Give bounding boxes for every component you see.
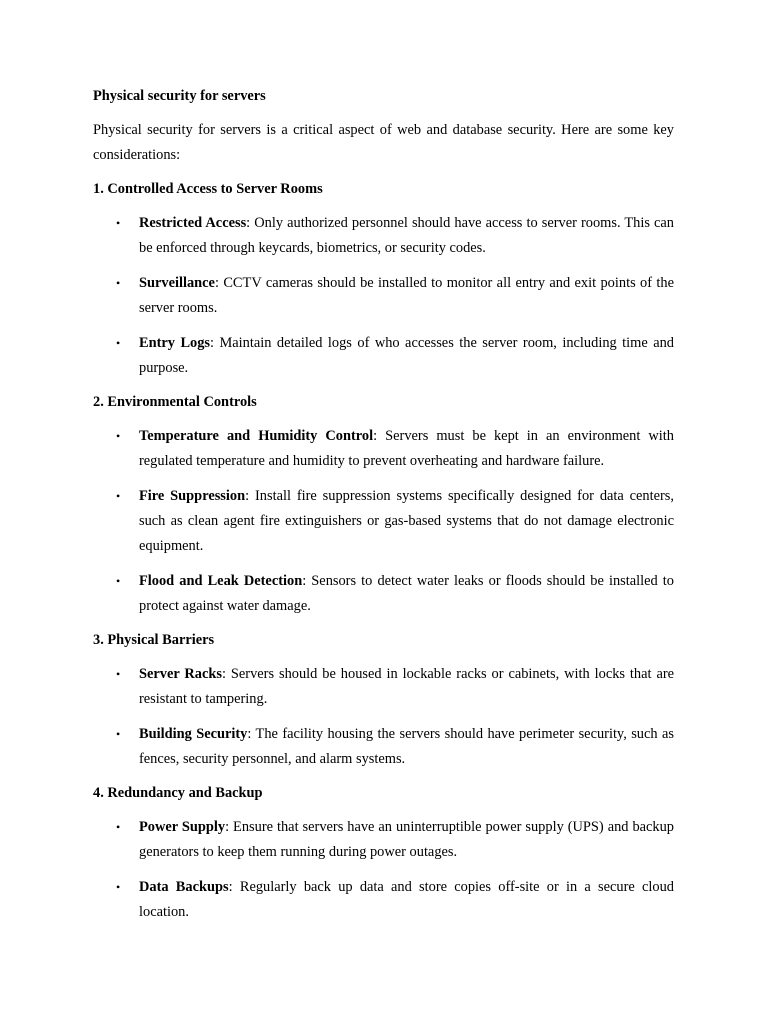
item-text: : Ensure that servers have an uninterruptible power supply (UPS) and backup generators to keep them running during power outages. [139,819,674,860]
list-item [93,815,674,865]
item-term: Entry Logs [139,335,211,351]
list-item [93,211,674,261]
item-text: : Servers must be kept in an environment with regulated temperature and humidity to prevent overheating and hardware failure. [139,428,674,469]
list-item [93,569,674,619]
item-term: Building Security [139,726,248,742]
item-text: : Only authorized personnel should have access to server rooms. This can be enforced through keycards, biometrics, or security codes. [139,215,674,256]
bullet-list-redundancy-backup [93,815,674,925]
bullet-icon: • [116,667,121,681]
item-text: : Sensors to detect water leaks or floods should be installed to protect against water damage. [139,573,674,614]
section-heading-environmental-controls: 2. Environmental Controls [93,394,257,410]
bullet-icon: • [116,727,121,741]
document-title: Physical security for servers [93,88,266,104]
item-term: Restricted Access [139,215,247,231]
bullet-list-environmental-controls [93,424,674,619]
item-term: Power Supply [139,819,226,835]
item-text: : Install fire suppression systems specifically designed for data centers, such as clean agent fire extinguishers or gas-based systems that do not damage electronic equipment. [139,488,675,554]
bullet-icon: • [116,276,121,290]
item-text: : The facility housing the servers should have perimeter security, such as fences, security personnel, and alarm systems. [139,726,674,767]
list-item [93,875,674,925]
section-heading-redundancy-backup: 4. Redundancy and Backup [93,785,263,801]
section-heading-controlled-access: 1. Controlled Access to Server Rooms [93,181,323,197]
document-body [93,84,674,934]
intro-paragraph: Physical security for servers is a critical aspect of web and database security. Here are some key considerations: [93,122,674,163]
list-item [93,271,674,321]
bullet-icon: • [116,429,121,443]
list-item [93,484,674,559]
item-text: : Maintain detailed logs of who accesses the server room, including time and purpose. [139,335,674,376]
bullet-icon: • [116,489,121,503]
list-item [93,331,674,381]
bullet-icon: • [116,574,121,588]
bullet-icon: • [116,820,121,834]
item-text: : Servers should be housed in lockable racks or cabinets, with locks that are resistant to tampering. [139,666,675,707]
item-term: Server Racks [139,666,222,682]
item-term: Fire Suppression [139,488,246,504]
item-text: : Regularly back up data and store copies off-site or in a secure cloud location. [139,879,675,920]
list-item [93,424,674,474]
list-item [93,662,674,712]
bullet-list-controlled-access [93,211,674,381]
item-term: Data Backups [139,879,229,895]
bullet-icon: • [116,336,121,350]
item-term: Temperature and Humidity Control [139,428,374,444]
bullet-icon: • [116,880,121,894]
list-item [93,722,674,772]
bullet-icon: • [116,216,121,230]
section-heading-physical-barriers: 3. Physical Barriers [93,632,215,648]
item-term: Surveillance [139,275,215,291]
bullet-list-physical-barriers [93,662,674,772]
item-term: Flood and Leak Detection [139,573,303,589]
item-text: : CCTV cameras should be installed to monitor all entry and exit points of the server rooms. [139,275,674,316]
